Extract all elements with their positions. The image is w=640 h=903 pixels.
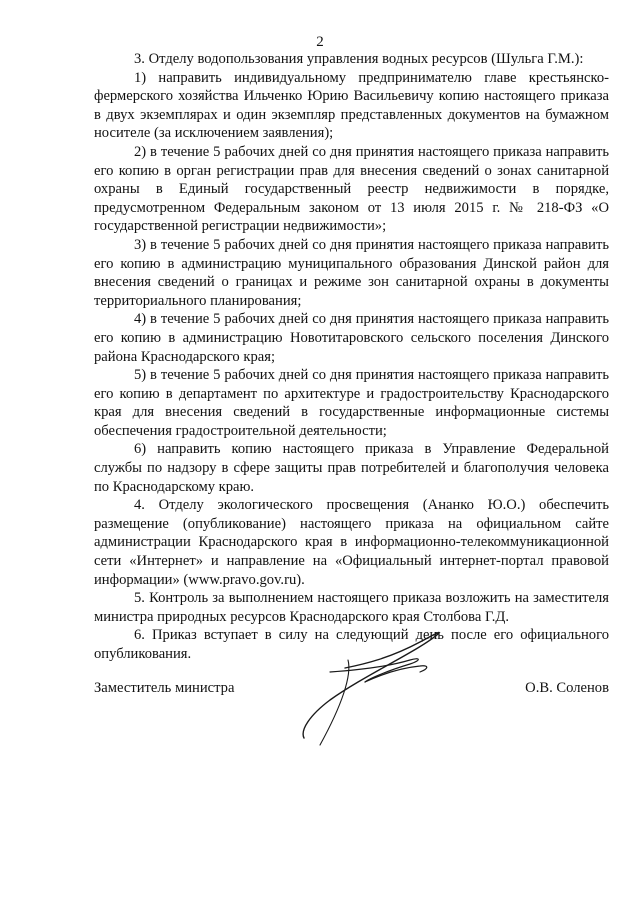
paragraph-4: 4. Отделу экологического просвещения (Ананко Ю.О.) обеспечить размещение (опубликование) настоящего приказа на официальном сайте администрации Краснодарского края в информационно-телекоммуникационной сети «Интернет» и направление на «Официальный интернет-портал правовой информации» (www.pravo.gov.ru).	[94, 497, 609, 588]
paragraph-3-4: 4) в течение 5 рабочих дней со дня принятия настоящего приказа направить его копию в администрацию Новотитаровского сельского поселения Динского района Краснодарского края;	[94, 311, 609, 365]
paragraph-3-2: 2) в течение 5 рабочих дней со дня принятия настоящего приказа направить его копию в орган регистрации прав для внесения сведений о зонах санитарной охраны в Единый государственный реестр недвижимости в порядке, предусмотренном Федеральным законом от 13 июля 2015 г. № 218-ФЗ «О государственной регистрации недвижимости»;	[94, 143, 609, 235]
paragraph-3-6: 6) направить копию настоящего приказа в Управление Федеральной службы по надзору в сфере защиты прав потребителей и благополучия человека по Краснодарскому краю.	[94, 441, 609, 495]
signatory-title: Заместитель министра	[94, 680, 235, 696]
signature-block	[94, 680, 609, 710]
paragraph-3-5: 5) в течение 5 рабочих дней со дня принятия настоящего приказа направить его копию в департамент по архитектуре и градостроительству Краснодарского края для внесения сведений в государственные информационные системы обеспечения градостроительной деятельности;	[94, 367, 609, 439]
paragraph-5: 5. Контроль за выполнением настоящего приказа возложить на заместителя министра природных ресурсов Краснодарского края Столбова Г.Д.	[94, 590, 609, 625]
paragraph-3: 3. Отделу водопользования управления водных ресурсов (Шульга Г.М.):	[134, 51, 584, 67]
paragraph-3-3: 3) в течение 5 рабочих дней со дня принятия настоящего приказа направить его копию в администрацию муниципального образования Динской район для внесения сведений о границах и режиме зон санитарной охраны в документы территориального планирования;	[94, 236, 609, 309]
signatory-name: О.В. Соленов	[525, 680, 609, 696]
document-body	[94, 50, 609, 664]
paragraph-3-1: 1) направить индивидуальному предпринимателю главе крестьянско-фермерского хозяйства Ильченко Юрию Васильевичу копию настоящего приказа в двух экземплярах и один экземпляр представленных документов на бумажном носителе (за исключением заявления);	[94, 69, 609, 142]
page-number: 2	[316, 34, 324, 50]
paragraph-6: 6. Приказ вступает в силу на следующий день после его официального опубликования.	[94, 627, 609, 662]
